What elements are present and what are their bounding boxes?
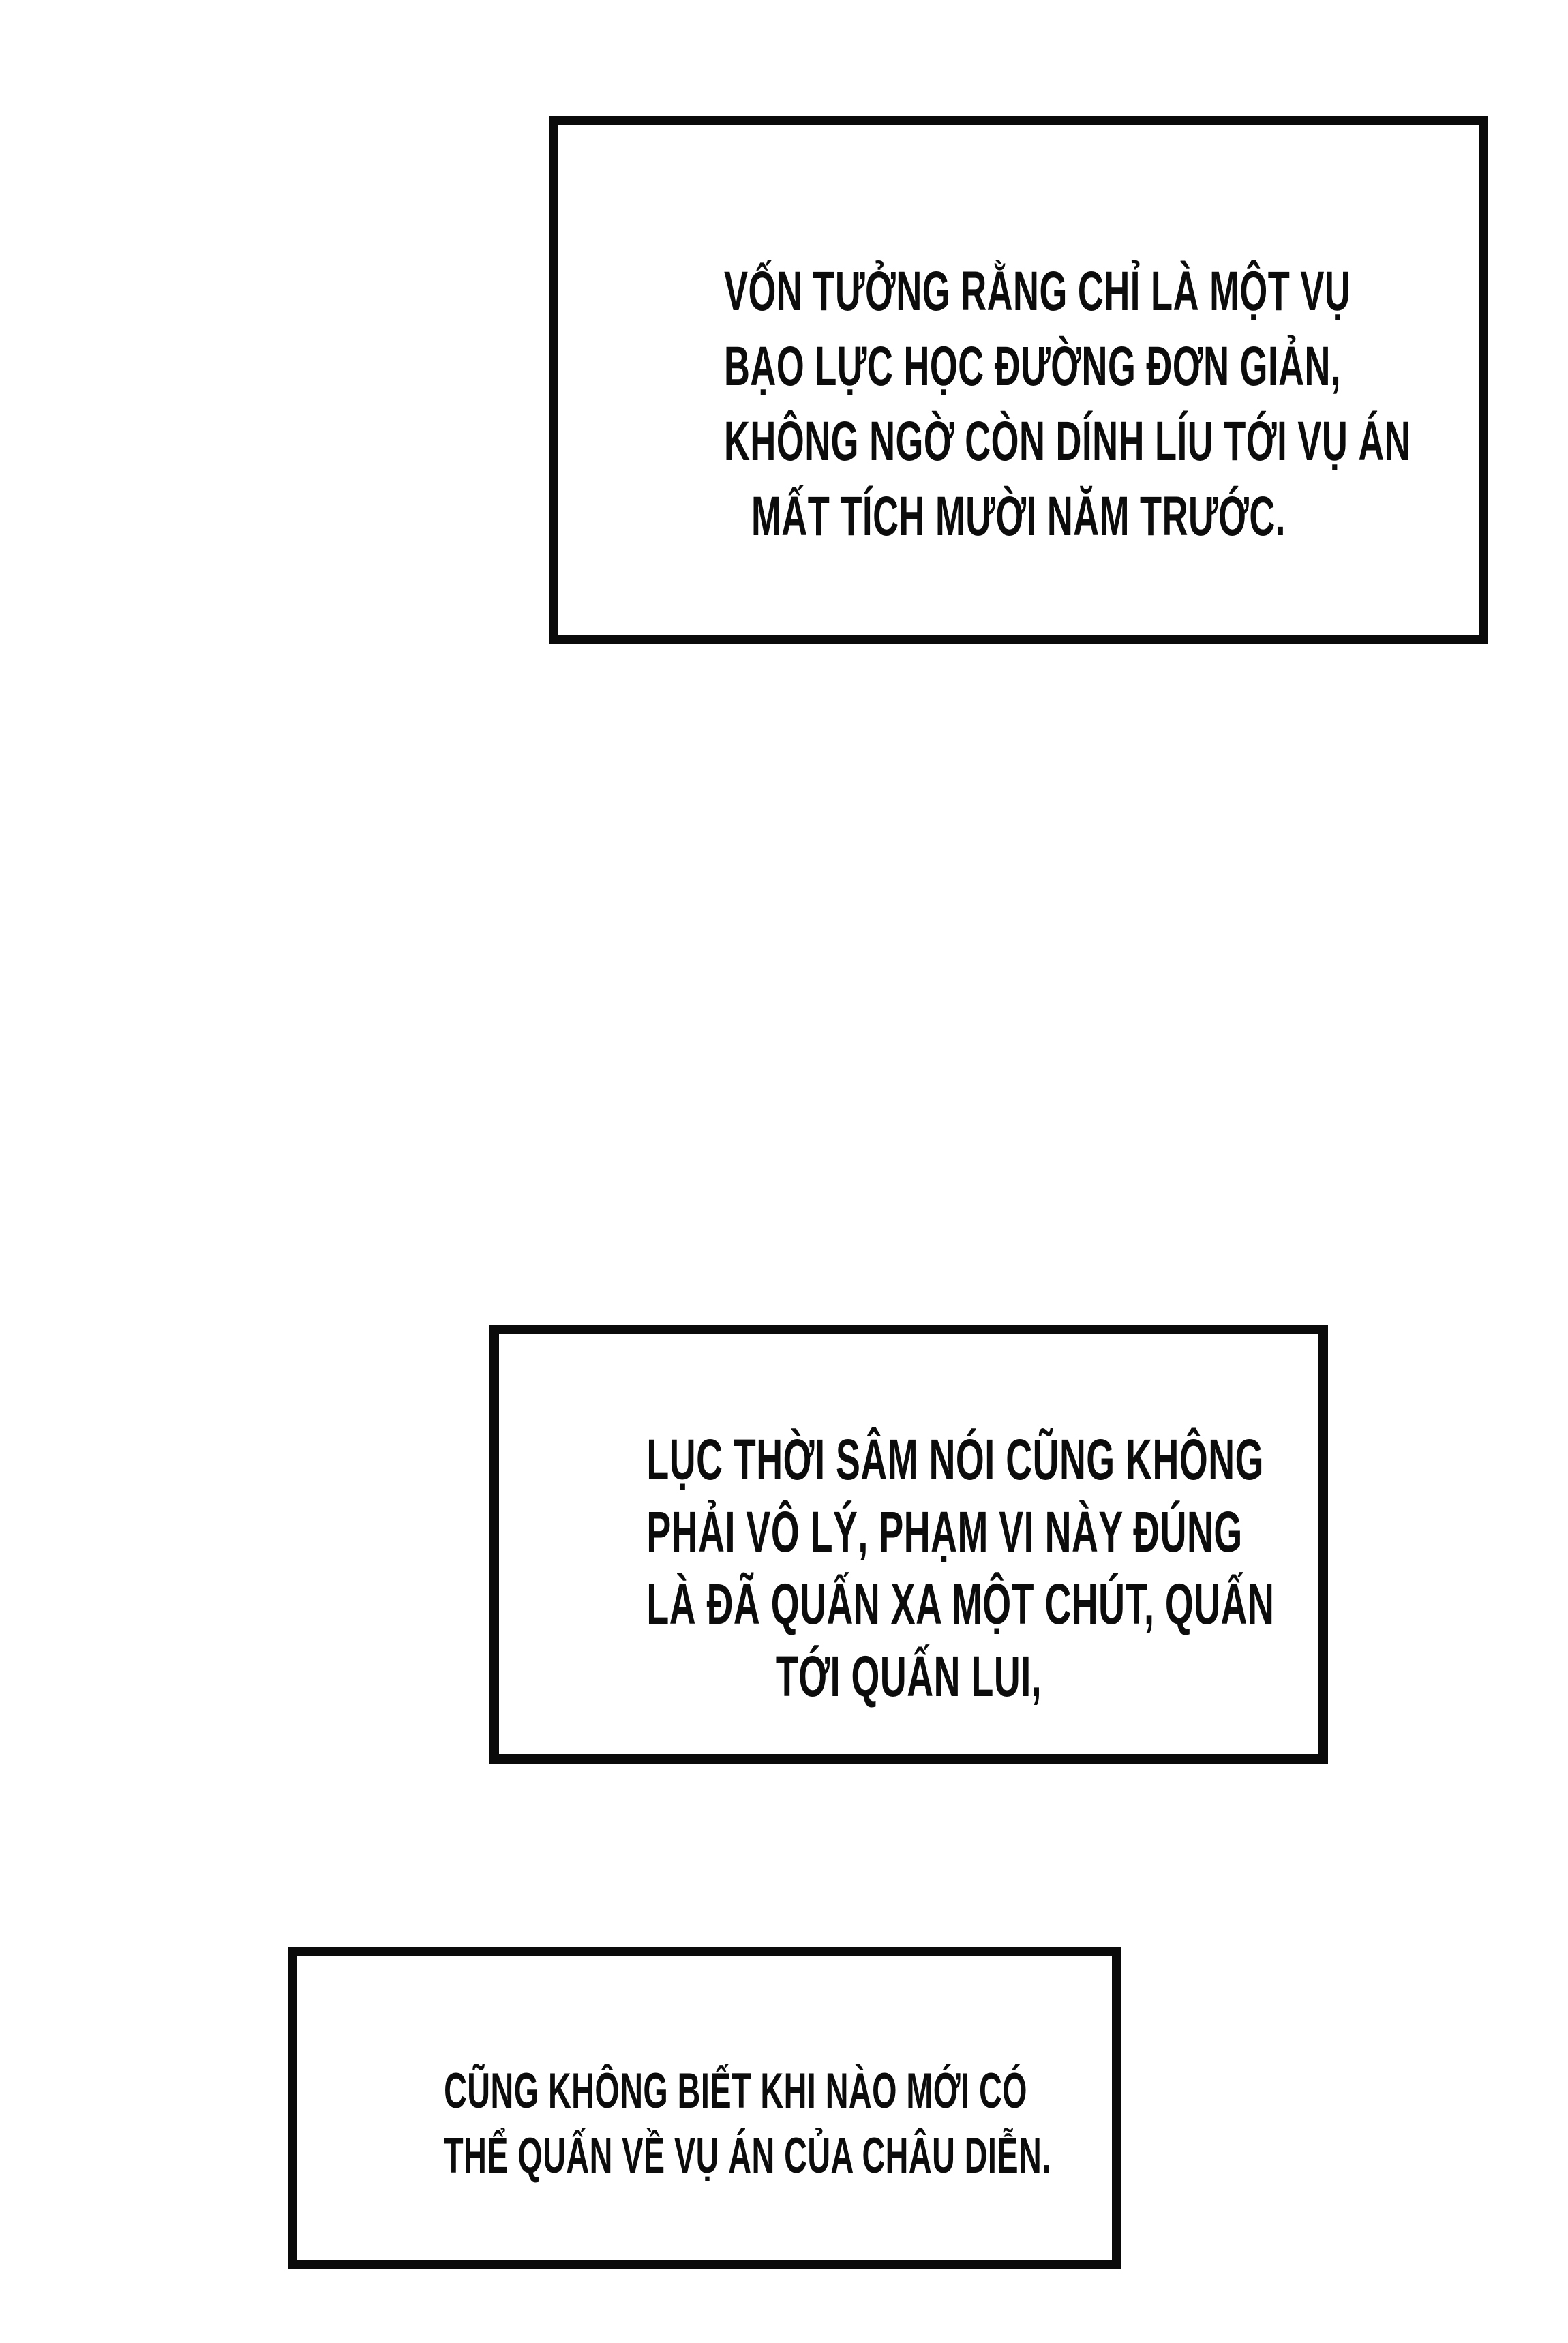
caption-line: VỐN TƯỞNG RẰNG CHỈ LÀ MỘT VỤ xyxy=(724,260,1351,322)
caption-line: PHẢI VÔ LÝ, PHẠM VI NÀY ĐÚNG xyxy=(646,1500,1243,1564)
caption-line: TỚI QUẤN LUI, xyxy=(775,1644,1042,1708)
caption-line: LÀ ĐÃ QUẤN XA MỘT CHÚT, QUẤN xyxy=(646,1572,1275,1636)
caption-line: KHÔNG NGỜ CÒN DÍNH LÍU TỚI VỤ ÁN xyxy=(724,410,1411,472)
caption-line: BẠO LỰC HỌC ĐƯỜNG ĐƠN GIẢN, xyxy=(724,335,1342,397)
narration-box-1 xyxy=(549,116,1488,644)
narration-text-3 xyxy=(297,1956,1112,2260)
narration-box-3 xyxy=(288,1947,1121,2269)
narration-box-2 xyxy=(489,1325,1328,1764)
caption-line: CŨNG KHÔNG BIẾT KHI NÀO MỚI CÓ xyxy=(444,2064,1027,2119)
caption-line: LỤC THỜI SÂM NÓI CŨNG KHÔNG xyxy=(646,1427,1264,1492)
caption-line: MẤT TÍCH MƯỜI NĂM TRƯỚC. xyxy=(751,485,1286,547)
narration-text-1 xyxy=(558,125,1479,635)
narration-text-2 xyxy=(499,1334,1318,1754)
caption-line: THỂ QUẤN VỀ VỤ ÁN CỦA CHÂU DIỄN. xyxy=(444,2128,1051,2183)
